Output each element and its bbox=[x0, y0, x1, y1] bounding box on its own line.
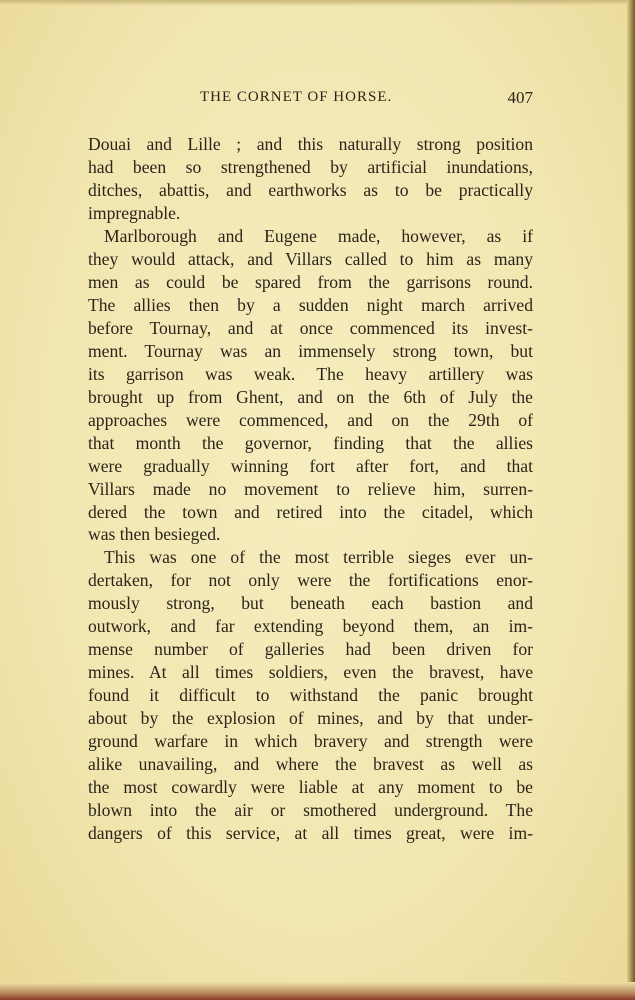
text-line: approaches were commenced, and on the 29th of bbox=[88, 409, 533, 430]
text-line: outwork, and far extending beyond them, an im- bbox=[88, 616, 533, 637]
text-line: The allies then by a sudden night march arrived bbox=[88, 294, 533, 315]
running-header bbox=[88, 89, 533, 113]
text-line: mines. At all times soldiers, even the bravest, have bbox=[88, 662, 533, 683]
text-line: This was one of the most terrible sieges ever un- bbox=[104, 547, 533, 568]
text-line: dered the town and retired into the citadel, which bbox=[88, 501, 533, 522]
text-line: about by the explosion of mines, and by that under- bbox=[88, 708, 533, 729]
page-top-edge bbox=[0, 0, 635, 6]
text-line: were gradually winning fort after fort, and that bbox=[88, 455, 533, 476]
text-line: had been so strengthened by artificial inundations, bbox=[88, 156, 533, 177]
text-line: dertaken, for not only were the fortifications enor- bbox=[88, 570, 533, 591]
text-line: impregnable. bbox=[88, 202, 181, 223]
text-line: found it difficult to withstand the panic brought bbox=[88, 685, 533, 706]
text-line: Douai and Lille ; and this naturally strong position bbox=[88, 134, 533, 154]
text-line: Marlborough and Eugene made, however, as if bbox=[104, 225, 533, 246]
text-line: dangers of this service, at all times great, were im- bbox=[88, 823, 533, 844]
text-line: that month the governor, finding that the allies bbox=[88, 432, 533, 453]
text-line: its garrison was weak. The heavy artillery was bbox=[88, 363, 533, 384]
text-line: brought up from Ghent, and on the 6th of July the bbox=[88, 386, 533, 407]
text-line: ditches, abattis, and earthworks as to be practically bbox=[88, 179, 533, 200]
text-line: Villars made no movement to relieve him, surren- bbox=[88, 478, 533, 499]
running-title: THE CORNET OF HORSE. bbox=[200, 89, 393, 105]
page-right-edge bbox=[627, 0, 635, 1000]
text-line: mously strong, but beneath each bastion and bbox=[88, 593, 533, 614]
text-line: the most cowardly were liable at any moment to be bbox=[88, 777, 533, 798]
text-line: ment. Tournay was an immensely strong town, but bbox=[88, 340, 533, 361]
page-body-text bbox=[88, 133, 533, 845]
text-line: men as could be spared from the garrisons round. bbox=[88, 271, 533, 292]
text-line: mense number of galleries had been driven for bbox=[88, 639, 533, 660]
text-line: ground warfare in which bravery and strength were bbox=[88, 731, 533, 752]
text-line: alike unavailing, and where the bravest as well as bbox=[88, 754, 533, 775]
text-line: was then besieged. bbox=[88, 524, 221, 545]
page-bottom-edge bbox=[0, 982, 635, 1000]
text-line: blown into the air or smothered underground. The bbox=[88, 800, 533, 821]
text-line: they would attack, and Villars called to him as many bbox=[88, 248, 533, 269]
page-number: 407 bbox=[507, 88, 533, 107]
text-line: before Tournay, and at once commenced its invest- bbox=[88, 317, 533, 338]
